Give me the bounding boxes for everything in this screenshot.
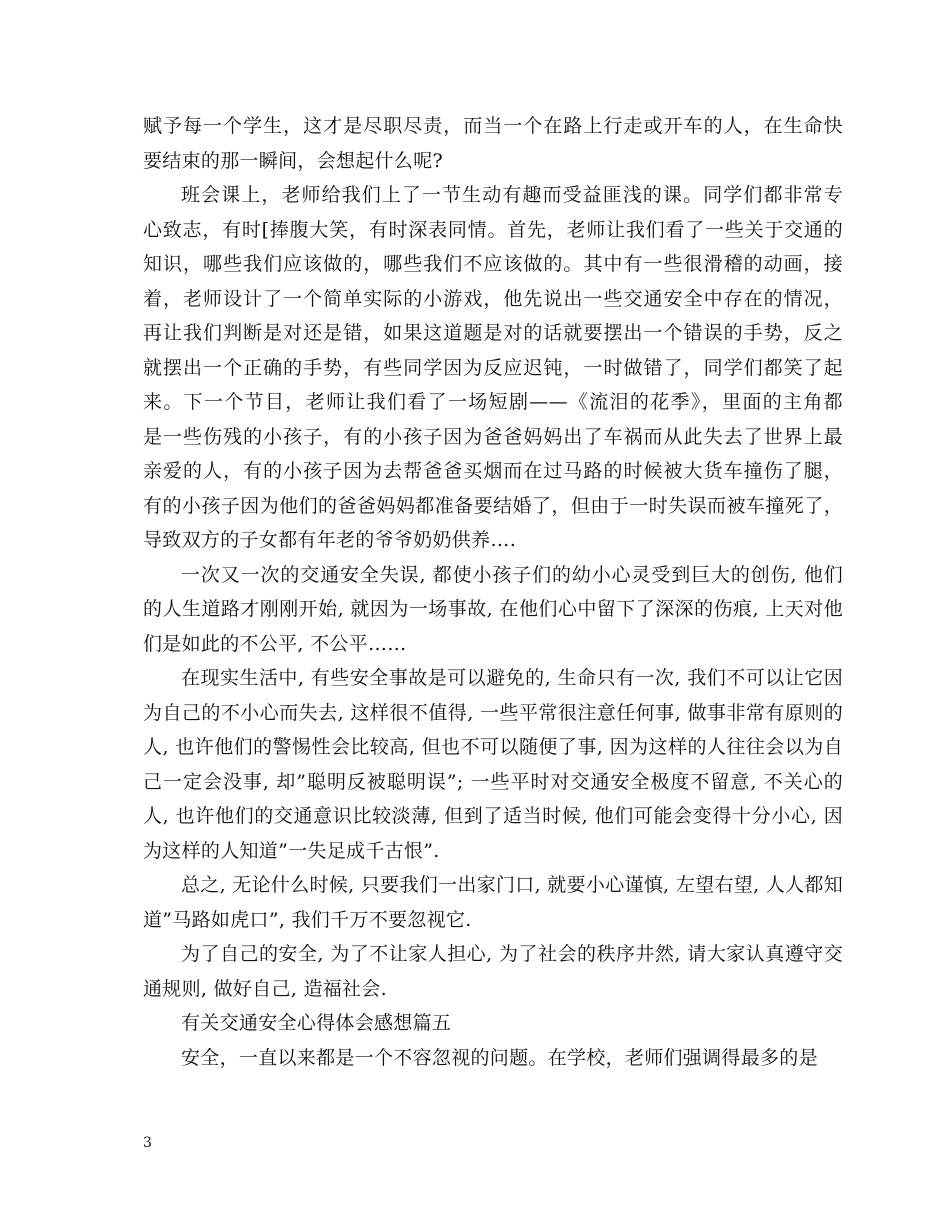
text-line: 人, 也许他们的交通意识比较淡薄, 但到了适当时候, 他们可能会变得十分小心, 因	[143, 805, 843, 827]
text-line: 道”马路如虎口”, 我们千万不要忽视它.	[143, 908, 472, 931]
text-line: 通规则, 做好自己, 造福社会.	[143, 977, 387, 1000]
text-line: 为自己的不小心而失去, 这样很不值得, 一些平常很注意任何事, 做事非常有原则的	[143, 701, 843, 724]
section-heading	[143, 1006, 843, 1041]
text-line: 赋予每一个学生，这才是尽职尽责，而当一个在路上行走或开车的人，在生命快	[143, 115, 843, 137]
text-line: 心致志，有时[捧腹大笑，有时深表同情。首先，老师让我们看了一些关于交通的	[143, 218, 843, 241]
heading-text: 有关交通安全心得体会感想篇五	[181, 1012, 452, 1034]
text-line: 为这样的人知道”一失足成千古恨”.	[143, 839, 440, 862]
text-line: 一次又一次的交通安全失误, 都使小孩子们的幼小心灵受到巨大的创伤, 他们	[181, 563, 843, 586]
paragraph	[143, 178, 843, 558]
paragraph	[143, 1041, 843, 1076]
paragraph	[143, 661, 843, 868]
text-line: 己一定会没事, 却”聪明反被聪明误”; 一些平时对交通安全极度不留意, 不关心的	[143, 770, 843, 793]
text-line: 着，老师设计了一个简单实际的小游戏，他先说出一些交通安全中存在的情况，	[143, 287, 843, 310]
text-line: 是一些伤残的小孩子，有的小孩子因为爸爸妈妈出了车祸而从此失去了世界上最	[143, 425, 843, 448]
text-line: 亲爱的人，有的小孩子因为去帮爸爸买烟而在过马路的时候被大货车撞伤了腿，	[143, 460, 843, 482]
document-body	[143, 109, 843, 1075]
text-line: 有的小孩子因为他们的爸爸妈妈都准备要结婚了，但由于一时失误而被车撞死了，	[143, 494, 843, 517]
text-line: 导致双方的子女都有年老的爷爷奶奶供养….	[143, 529, 517, 551]
paragraph	[143, 937, 843, 1006]
text-line: 安全，一直以来都是一个不容忽视的问题。在学校，老师们强调得最多的是	[181, 1046, 818, 1069]
text-line: 再让我们判断是对还是错，如果这道题是对的话就要摆出一个错误的手势，反之	[143, 322, 843, 344]
text-line: 要结束的那一瞬间，会想起什么呢?	[143, 149, 443, 172]
text-line: 们是如此的不公平, 不公平……	[143, 632, 407, 655]
paragraph	[143, 868, 843, 937]
text-line: 为了自己的安全, 为了不让家人担心, 为了社会的秩序井然, 请大家认真遵守交	[181, 943, 843, 965]
text-line: 就摆出一个正确的手势，有些同学因为反应迟钝，一时做错了，同学们都笑了起	[143, 356, 843, 379]
page-number: 3	[143, 1135, 152, 1151]
paragraph	[143, 558, 843, 662]
text-line: 来。下一个节目，老师让我们看了一场短剧——《流泪的花季》，里面的主角都	[143, 391, 843, 413]
text-line: 人, 也许他们的警惕性会比较高, 但也不可以随便了事, 因为这样的人往往会以为自	[143, 736, 843, 758]
paragraph	[143, 109, 843, 178]
text-line: 班会课上，老师给我们上了一节生动有趣而受益匪浅的课。同学们都非常专	[181, 184, 843, 206]
text-line: 的人生道路才刚刚开始, 就因为一场事故, 在他们心中留下了深深的伤痕, 上天对他	[143, 598, 843, 620]
text-line: 在现实生活中, 有些安全事故是可以避免的, 生命只有一次, 我们不可以让它因	[181, 667, 843, 689]
text-line: 知识，哪些我们应该做的，哪些我们不应该做的。其中有一些很滑稽的动画，接	[143, 253, 843, 275]
text-line: 总之, 无论什么时候, 只要我们一出家门口, 就要小心谨慎, 左望右望, 人人都知	[181, 874, 843, 896]
